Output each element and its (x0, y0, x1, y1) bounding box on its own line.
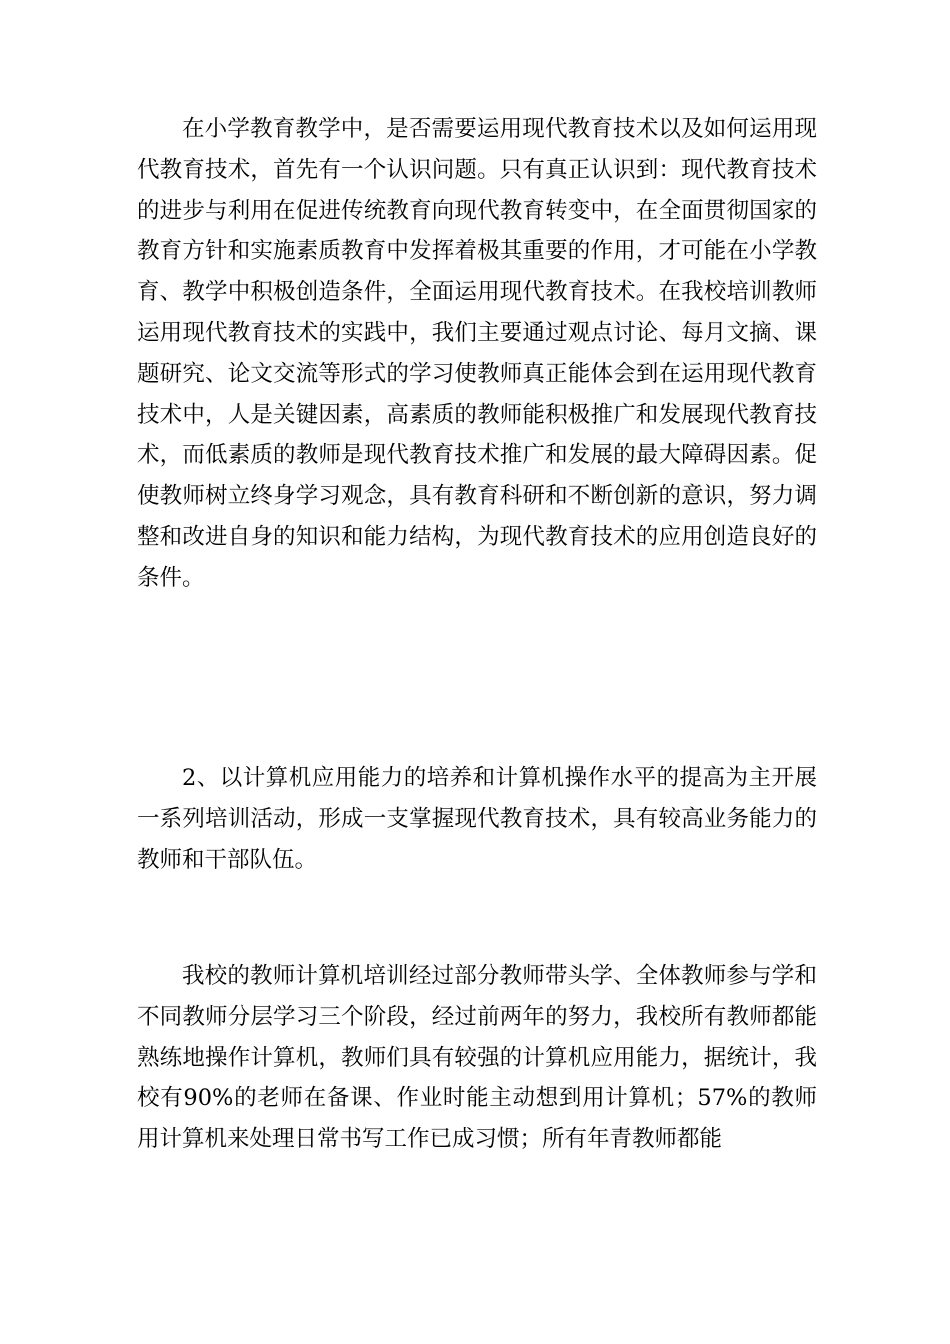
paragraph-text: 我校的教师计算机培训经过部分教师带头学、全体教师参与学和不同教师分层学习三个阶段，经过前两年的努力，我校所有教师都能熟练地操作计算机，教师们具有较强的计算机应用能力，据统计，我校有90%的老师在备课、作业时能主动想到用计算机；57%的教师用计算机来处理日常书写工作已成习惯；所有年青教师都能 (137, 963, 817, 1153)
paragraph-text: 2、以计算机应用能力的培养和计算机操作水平的提高为主开展一系列培训活动，形成一支掌握现代教育技术，具有较高业务能力的教师和干部队伍。 (137, 765, 817, 873)
paragraph-modern-tech-awareness (137, 109, 817, 599)
paragraph-text: 在小学教育教学中，是否需要运用现代教育技术以及如何运用现代教育技术，首先有一个认识问题。只有真正认识到：现代教育技术的进步与利用在促进传统教育向现代教育转变中，在全面贯彻国家的教育方针和实施素质教育中发挥着极其重要的作用，才可能在小学教育、教学中积极创造条件，全面运用现代教育技术。在我校培训教师运用现代教育技术的实践中，我们主要通过观点讨论、每月文摘、课题研究、论文交流等形式的学习使教师真正能体会到在运用现代教育技术中，人是关键因素，高素质的教师能积极推广和发展现代教育技术，而低素质的教师是现代教育技术推广和发展的最大障碍因素。促使教师树立终身学习观念，具有教育科研和不断创新的意识，努力调整和改进自身的知识和能力结构，为现代教育技术的应用创造良好的条件。 (137, 116, 817, 591)
paragraph-computer-training (137, 956, 817, 1160)
paragraph-section-2-heading (137, 758, 817, 880)
